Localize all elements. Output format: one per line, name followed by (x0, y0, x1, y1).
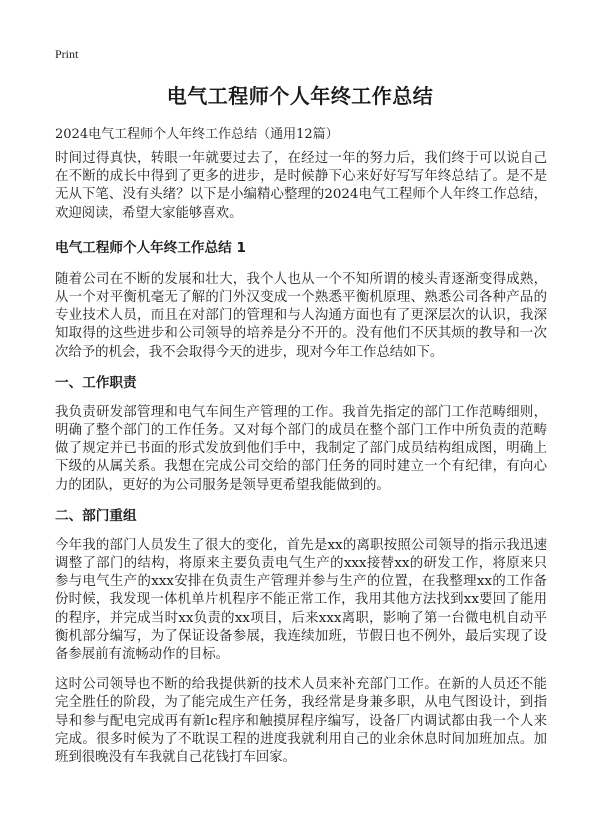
print-link[interactable]: Print (55, 47, 79, 61)
document-body (55, 150, 547, 779)
restructure-paragraph-2: 这时公司领导也不断的给我提供新的技术人员来补充部门工作。在新的人员还不能完全胜任的阶段，为了能完成生产任务，我经常是身兼多职，从电气图设计，到指导和参与配电完成再有新lc程序和触摸屏程序编写，设备厂内调试都由我一个人来完成。很多时候为了不耽误工程的进度我就利用自己的业余休息时间加班加点。加班到很晚没有车我就自己花钱打车回家。 (55, 677, 547, 766)
section-heading-responsibilities: 一、工作职责 (55, 374, 137, 391)
restructure-paragraph-1: 今年我的部门人员发生了很大的变化，首先是xx的离职按照公司领导的指示我迅速调整了部门的结构，将原来主要负责电气生产的xxx接替xx的研发工作，将原来只参与电气生产的xxx安排在负责生产管理并参与生产的位置，在我整理xx的工作备份时候，我发现一体机单片机程序不能正常工作，我用其他方法找到xx要回了能用的程序，并完成当时xx负责的xx项目，后来xxx离职，影响了第一台微电机自动平衡机部分编写，为了保证设备参展，我连续加班，节假日也不例外，最后实现了设备参展前有流畅动作的目标。 (55, 537, 547, 663)
section-heading-restructure: 二、部门重组 (55, 507, 137, 524)
responsibilities-paragraph: 我负责研发部管理和电气车间生产管理的工作。我首先指定的部门工作范畴细则，明确了整个部门的工作任务。又对每个部门的成员在整个部门工作中所负责的范畴做了规定并已书面的形式发放到他们手中，我制定了部门成员结构组成图，明确上下级的从属关系。我想在完成公司交给的部门任务的同时建立一个有纪律，有向心力的团队，更好的为公司服务是领导更希望我能做到的。 (55, 404, 547, 493)
document-title: 电气工程师个人年终工作总结 (166, 84, 434, 108)
summary-paragraph-1: 随着公司在不断的发展和壮大，我个人也从一个不知所谓的棱头青逐渐变得成熟，从一个对平衡机毫无了解的门外汉变成一个熟悉平衡机原理、熟悉公司各种产品的专业技术人员，而且在对部门的管理和与人沟通方面也有了更深层次的认识，我深知取得的这些进步和公司领导的培养是分不开的。没有他们不厌其烦的教导和一次次给予的机会，我不会取得今天的进步，现对今年工作总结如下。 (55, 271, 547, 360)
intro-paragraph: 时间过得真快，转眼一年就要过去了，在经过一年的努力后，我们终于可以说自己在不断的成长中得到了更多的进步，是时候静下心来好好写写年终总结了。是不是无从下笔、没有头绪？以下是小编精心整理的2024电气工程师个人年终工作总结，欢迎阅读，希望大家能够喜欢。 (55, 151, 547, 221)
document-subtitle: 2024电气工程师个人年终工作总结（通用12篇） (55, 127, 339, 142)
summary-heading-1: 电气工程师个人年终工作总结 1 (55, 239, 246, 256)
